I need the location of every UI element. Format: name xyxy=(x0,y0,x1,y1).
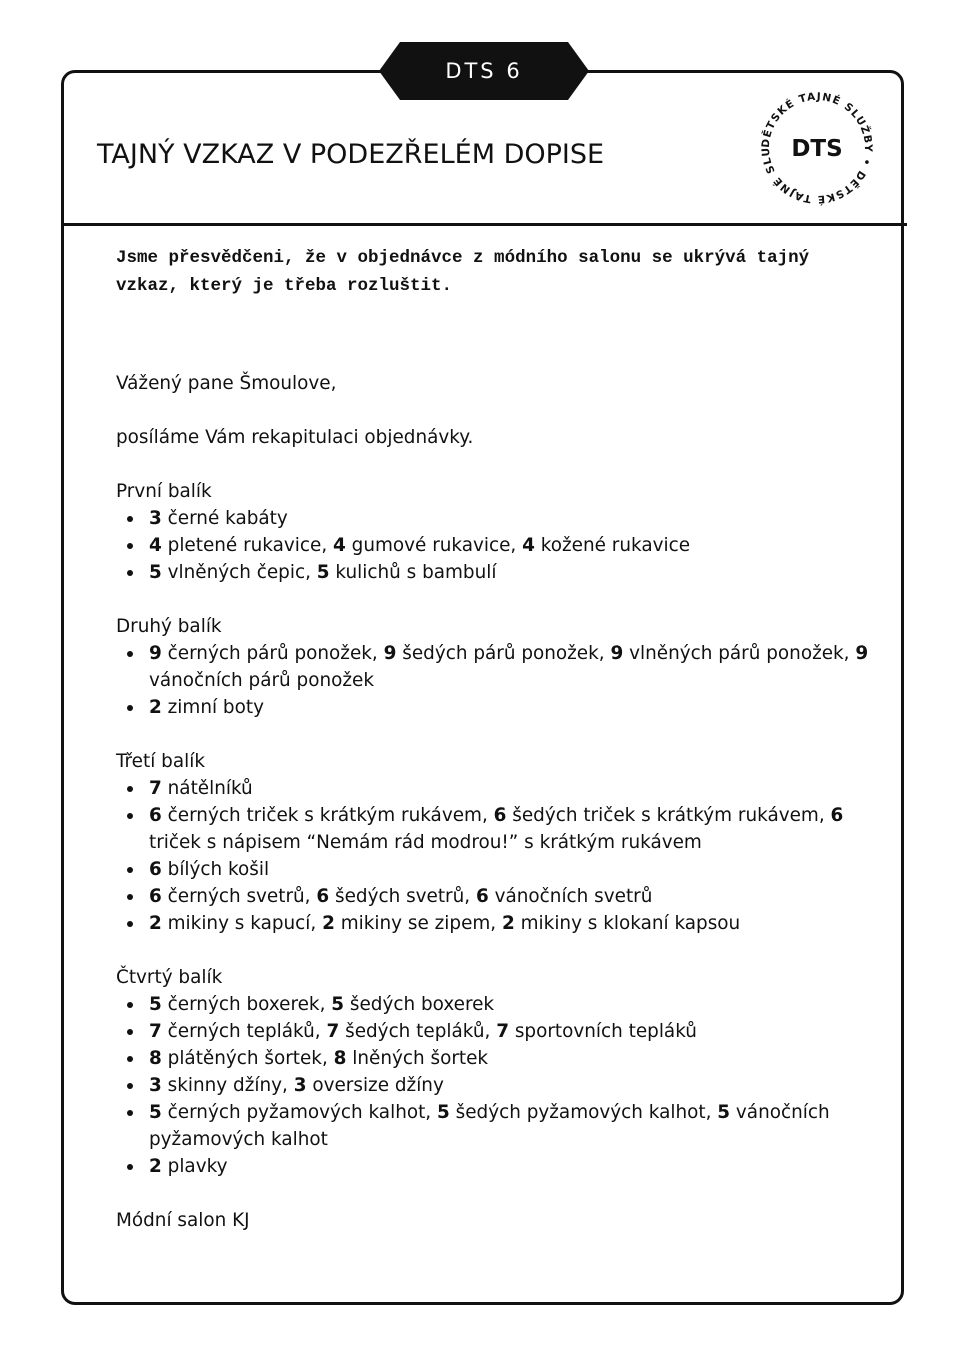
item-text: kulichů s bambulí xyxy=(329,562,497,583)
item-text: šedých triček s krátkým rukávem, xyxy=(506,805,831,826)
item-quantity: 7 xyxy=(496,1021,509,1042)
item-text: černých párů ponožek, xyxy=(161,643,384,664)
seal-logo xyxy=(755,86,879,210)
item-quantity: 5 xyxy=(149,994,162,1015)
list-item xyxy=(116,883,876,910)
item-quantity: 5 xyxy=(717,1102,731,1123)
item-text: vánočních pyžamových kalhot xyxy=(149,1102,830,1150)
item-quantity: 5 xyxy=(316,562,330,583)
package-items xyxy=(116,991,876,1180)
intro-text: Jsme přesvědčeni, že v objednávce z módního salonu se ukrývá tajný vzkaz, který je třeba rozluštit. xyxy=(116,248,810,296)
list-item xyxy=(116,559,876,586)
package-items xyxy=(116,640,876,721)
package-section xyxy=(116,964,876,1207)
badge xyxy=(378,41,590,101)
list-item xyxy=(116,1099,876,1153)
package-title: Třetí balík xyxy=(116,751,205,772)
opening-line: posíláme Vám rekapitulaci objednávky. xyxy=(116,427,474,448)
item-text: kožené rukavice xyxy=(534,535,691,556)
item-quantity: 6 xyxy=(493,805,507,826)
item-text: zimní boty xyxy=(161,697,264,718)
item-text: vánočních párů ponožek xyxy=(149,670,375,691)
item-quantity: 3 xyxy=(149,508,162,529)
item-quantity: 2 xyxy=(149,697,162,718)
list-item xyxy=(116,802,876,856)
item-quantity: 6 xyxy=(475,886,489,907)
item-quantity: 6 xyxy=(316,886,330,907)
list-item xyxy=(116,1153,876,1180)
list-item xyxy=(116,532,876,559)
seal-ring-text: DĚTSKÉ TAJNÉ SLUŽBY • DĚTSKÉ TAJNÉ SLU xyxy=(759,90,875,206)
item-text: oversize džíny xyxy=(306,1075,444,1096)
list-item xyxy=(116,640,876,694)
item-text: sportovních tepláků xyxy=(508,1021,697,1042)
item-quantity: 2 xyxy=(322,913,335,934)
item-text: šedých svetrů, xyxy=(329,886,476,907)
item-text: vlněných čepic, xyxy=(161,562,317,583)
item-quantity: 4 xyxy=(149,535,162,556)
package-items xyxy=(116,775,876,937)
item-text: černých boxerek, xyxy=(161,994,332,1015)
item-quantity: 5 xyxy=(437,1102,450,1123)
list-item xyxy=(116,775,876,802)
item-text: vánočních svetrů xyxy=(488,886,653,907)
item-quantity: 2 xyxy=(149,913,162,934)
list-item xyxy=(116,1072,876,1099)
item-text: šedých pyžamových kalhot, xyxy=(449,1102,718,1123)
item-text: gumové rukavice, xyxy=(345,535,523,556)
item-text: lněných šortek xyxy=(346,1048,489,1069)
item-quantity: 6 xyxy=(149,886,162,907)
item-quantity: 7 xyxy=(326,1021,340,1042)
item-quantity: 2 xyxy=(149,1156,162,1177)
item-quantity: 8 xyxy=(333,1048,347,1069)
item-quantity: 9 xyxy=(610,643,624,664)
item-text: šedých boxerek xyxy=(344,994,495,1015)
item-text: skinny džíny, xyxy=(161,1075,294,1096)
package-title: První balík xyxy=(116,481,212,502)
item-quantity: 6 xyxy=(830,805,844,826)
item-quantity: 3 xyxy=(149,1075,162,1096)
item-text: pletené rukavice, xyxy=(161,535,334,556)
header-divider xyxy=(61,223,907,226)
item-quantity: 2 xyxy=(502,913,515,934)
item-quantity: 8 xyxy=(149,1048,162,1069)
item-text: černých pyžamových kalhot, xyxy=(161,1102,438,1123)
package-title: Čtvrtý balík xyxy=(116,967,223,988)
page-title: TAJNÝ VZKAZ V PODEZŘELÉM DOPISE xyxy=(97,139,605,170)
badge-label: DTS 6 xyxy=(445,59,523,83)
package-section xyxy=(116,748,876,964)
item-text: plavky xyxy=(161,1156,228,1177)
list-item xyxy=(116,505,876,532)
list-item xyxy=(116,856,876,883)
item-quantity: 5 xyxy=(149,562,162,583)
item-text: mikiny s kapucí, xyxy=(161,913,323,934)
item-text: vlněných párů ponožek, xyxy=(623,643,856,664)
greeting: Vážený pane Šmoulove, xyxy=(116,373,337,394)
item-quantity: 9 xyxy=(383,643,397,664)
item-quantity: 6 xyxy=(149,805,162,826)
item-text: černých triček s krátkým rukávem, xyxy=(161,805,494,826)
seal-center-text: DTS xyxy=(791,136,843,162)
order-sections xyxy=(116,478,876,1207)
item-quantity: 5 xyxy=(149,1102,162,1123)
item-text: mikiny s klokaní kapsou xyxy=(514,913,741,934)
item-quantity: 4 xyxy=(333,535,346,556)
list-item xyxy=(116,991,876,1018)
package-section xyxy=(116,613,876,748)
list-item xyxy=(116,1045,876,1072)
item-text: plátěných šortek, xyxy=(161,1048,334,1069)
item-quantity: 3 xyxy=(293,1075,307,1096)
item-text: šedých tepláků, xyxy=(339,1021,497,1042)
item-quantity: 9 xyxy=(855,643,869,664)
item-text: černých svetrů, xyxy=(161,886,317,907)
item-quantity: 7 xyxy=(149,1021,162,1042)
item-text: černých tepláků, xyxy=(161,1021,327,1042)
list-item xyxy=(116,694,876,721)
package-section xyxy=(116,478,876,613)
item-quantity: 7 xyxy=(149,778,162,799)
list-item xyxy=(116,910,876,937)
item-text: triček s nápisem “Nemám rád modrou!” s krátkým rukávem xyxy=(149,832,702,853)
item-quantity: 9 xyxy=(149,643,162,664)
item-quantity: 4 xyxy=(522,535,535,556)
signature: Módní salon KJ xyxy=(116,1210,250,1231)
item-text: šedých párů ponožek, xyxy=(396,643,611,664)
item-quantity: 6 xyxy=(149,859,162,880)
item-text: mikiny se zipem, xyxy=(334,913,502,934)
item-text: nátělníků xyxy=(161,778,253,799)
item-text: černé kabáty xyxy=(161,508,288,529)
letter-body xyxy=(116,370,876,1234)
item-text: bílých košil xyxy=(161,859,270,880)
list-item xyxy=(116,1018,876,1045)
package-items xyxy=(116,505,876,586)
item-quantity: 5 xyxy=(331,994,345,1015)
package-title: Druhý balík xyxy=(116,616,222,637)
